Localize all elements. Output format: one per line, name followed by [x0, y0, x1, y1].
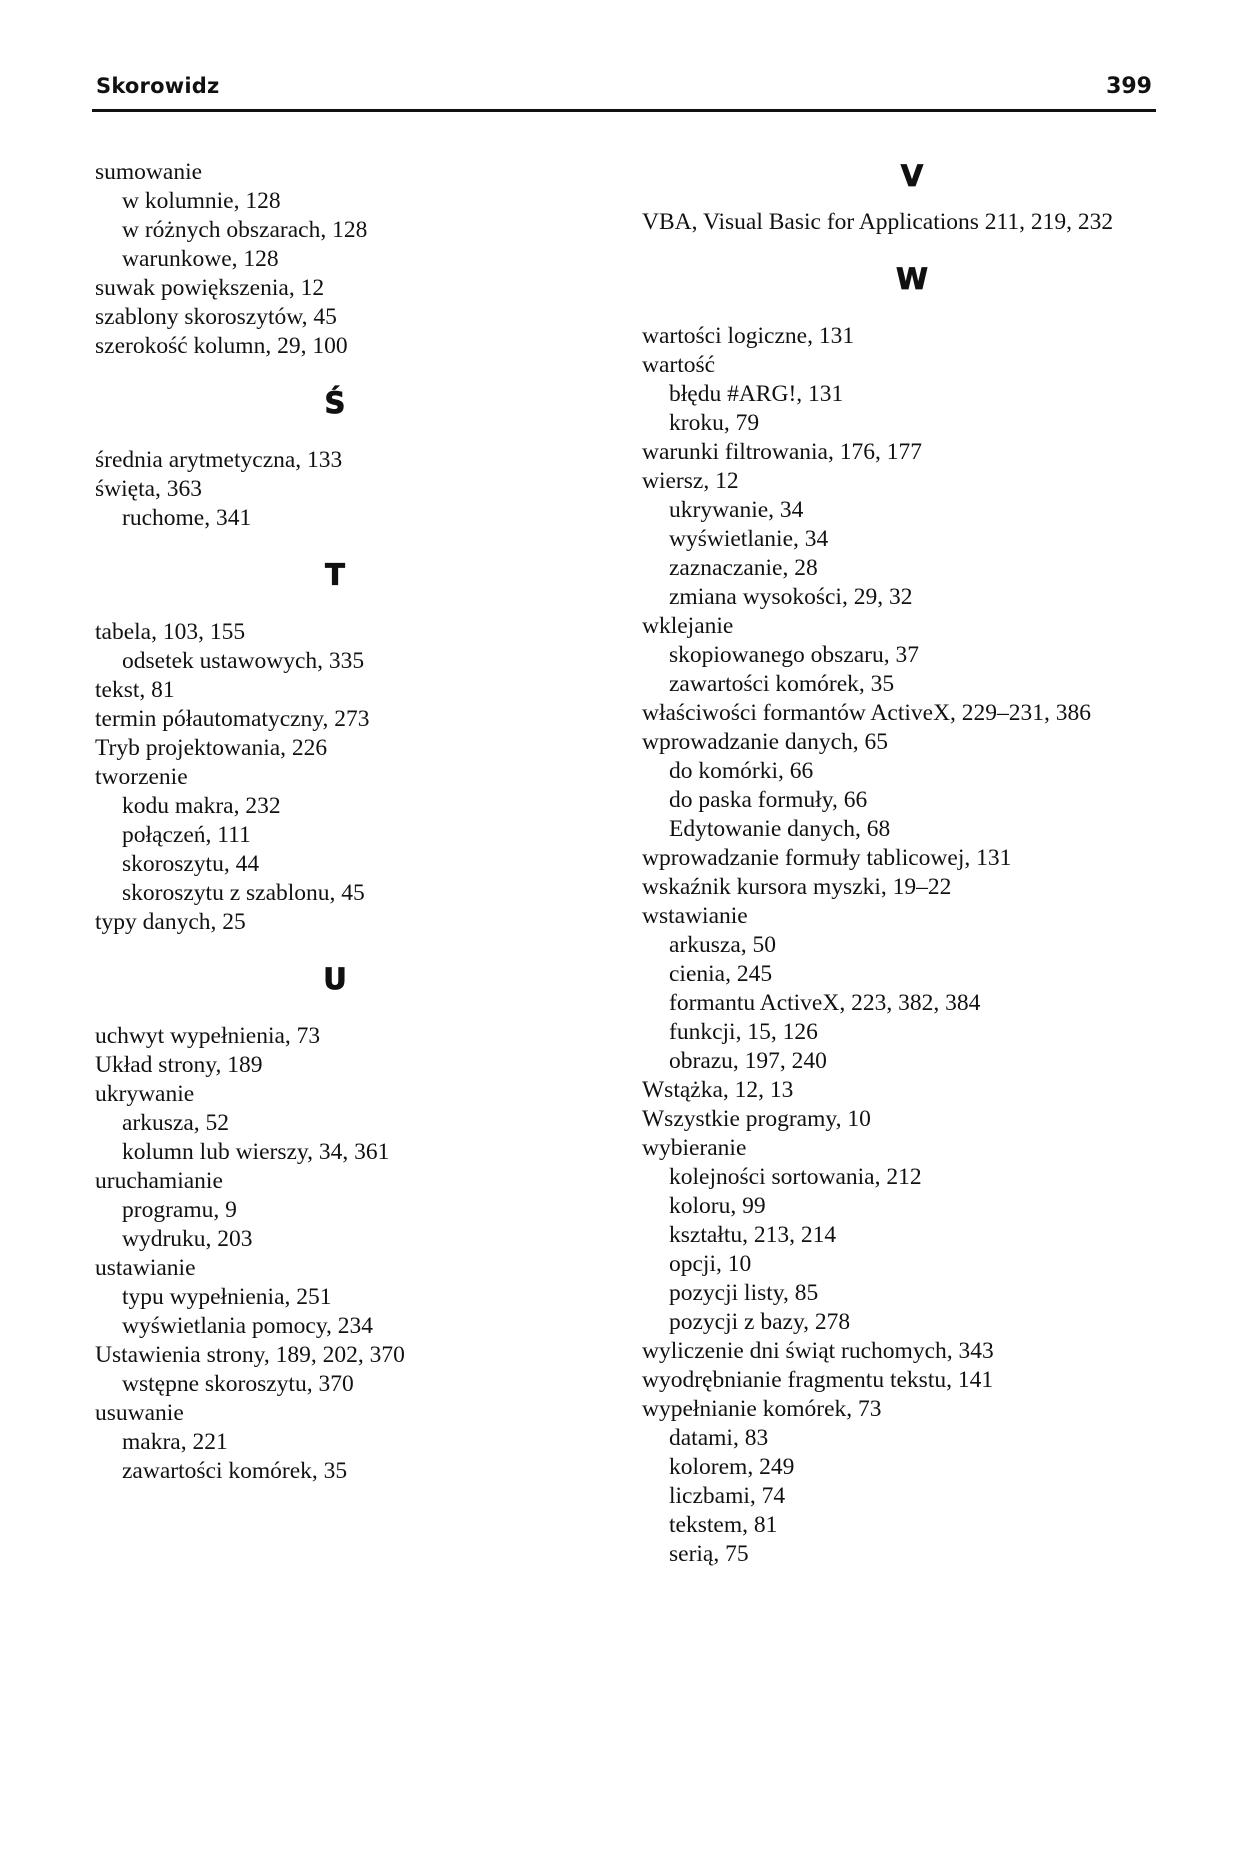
index-subentry: makra, 221 — [122, 1429, 228, 1455]
index-subentry: kroku, 79 — [669, 410, 760, 436]
letter-heading: V — [900, 159, 924, 193]
index-subentry: opcji, 10 — [669, 1251, 752, 1277]
index-subentry: ruchome, 341 — [122, 505, 252, 531]
index-entry: właściwości formantów ActiveX, 229–231, 386 — [642, 700, 1092, 726]
index-subentry: do paska formuły, 66 — [669, 787, 868, 813]
index-entry: ustawianie — [95, 1255, 196, 1281]
letter-heading: W — [896, 262, 928, 296]
index-subentry: wyświetlanie, 34 — [669, 526, 829, 552]
index-entry: tabela, 103, 155 — [95, 619, 246, 645]
index-subentry: ukrywanie, 34 — [669, 497, 804, 523]
index-entry: święta, 363 — [95, 476, 203, 502]
index-subentry: arkusza, 52 — [122, 1110, 230, 1136]
index-entry: tekst, 81 — [95, 677, 175, 703]
section-title: Skorowidz — [96, 74, 220, 98]
index-entry: wklejanie — [642, 613, 734, 639]
page-number: 399 — [1106, 74, 1152, 99]
index-subentry: skoroszytu z szablonu, 45 — [122, 880, 365, 906]
index-subentry: zmiana wysokości, 29, 32 — [669, 584, 913, 610]
index-subentry: odsetek ustawowych, 335 — [122, 648, 365, 674]
letter-heading: T — [325, 558, 345, 592]
index-column-left — [95, 158, 575, 1486]
index-subentry: programu, 9 — [122, 1197, 237, 1223]
index-subentry: liczbami, 74 — [669, 1483, 786, 1509]
index-entry: wprowadzanie formuły tablicowej, 131 — [642, 845, 1012, 871]
index-subentry: wyświetlania pomocy, 234 — [122, 1313, 374, 1339]
index-entry: szerokość kolumn, 29, 100 — [95, 333, 348, 359]
index-subentry: warunkowe, 128 — [122, 246, 279, 272]
index-subentry: cienia, 245 — [669, 961, 773, 987]
index-entry: Wstążka, 12, 13 — [642, 1077, 794, 1103]
index-entry: uchwyt wypełnienia, 73 — [95, 1023, 321, 1049]
index-entry: VBA, Visual Basic for Applications 211, 219, 232 — [642, 209, 1114, 235]
letter-heading: Ś — [324, 386, 346, 420]
index-entry: uruchamianie — [95, 1168, 223, 1194]
index-entry: wypełnianie komórek, 73 — [642, 1396, 882, 1422]
index-entry: wstawianie — [642, 903, 748, 929]
letter-heading: U — [323, 962, 347, 996]
index-entry: wyodrębnianie fragmentu tekstu, 141 — [642, 1367, 994, 1393]
index-subentry: połączeń, 111 — [122, 822, 251, 848]
index-entry: wskaźnik kursora myszki, 19–22 — [642, 874, 952, 900]
index-entry: wybieranie — [642, 1135, 747, 1161]
index-column-right — [642, 158, 1182, 1569]
index-subentry: kodu makra, 232 — [122, 793, 281, 819]
index-subentry: kolejności sortowania, 212 — [669, 1164, 922, 1190]
index-subentry: formantu ActiveX, 223, 382, 384 — [669, 990, 981, 1016]
index-entry: warunki filtrowania, 176, 177 — [642, 439, 922, 465]
index-entry: termin półautomatyczny, 273 — [95, 706, 370, 732]
index-entry: szablony skoroszytów, 45 — [95, 304, 337, 330]
index-subentry: kolumn lub wierszy, 34, 361 — [122, 1139, 390, 1165]
index-subentry: do komórki, 66 — [669, 758, 814, 784]
index-entry: tworzenie — [95, 764, 188, 790]
index-subentry: skoroszytu, 44 — [122, 851, 260, 877]
running-header — [92, 72, 1156, 112]
index-entry: średnia arytmetyczna, 133 — [95, 447, 343, 473]
index-entry: wartości logiczne, 131 — [642, 323, 855, 349]
index-entry: Tryb projektowania, 226 — [95, 735, 328, 761]
index-subentry: skopiowanego obszaru, 37 — [669, 642, 919, 668]
index-entry: wprowadzanie danych, 65 — [642, 729, 889, 755]
index-subentry: tekstem, 81 — [669, 1512, 778, 1538]
index-subentry: typu wypełnienia, 251 — [122, 1284, 332, 1310]
index-subentry: kolorem, 249 — [669, 1454, 795, 1480]
index-entry: Układ strony, 189 — [95, 1052, 263, 1078]
index-subentry: zaznaczanie, 28 — [669, 555, 818, 581]
index-entry: Ustawienia strony, 189, 202, 370 — [95, 1342, 405, 1368]
index-entry: wiersz, 12 — [642, 468, 739, 494]
index-subentry: w kolumnie, 128 — [122, 188, 281, 214]
index-subentry: pozycji z bazy, 278 — [669, 1309, 851, 1335]
index-subentry: arkusza, 50 — [669, 932, 777, 958]
index-entry: sumowanie — [95, 159, 203, 185]
index-entry: wartość — [642, 352, 716, 378]
index-subentry: koloru, 99 — [669, 1193, 766, 1219]
index-subentry: w różnych obszarach, 128 — [122, 217, 368, 243]
index-subentry: serią, 75 — [669, 1541, 749, 1567]
index-entry: ukrywanie — [95, 1081, 195, 1107]
index-entry: wyliczenie dni świąt ruchomych, 343 — [642, 1338, 994, 1364]
index-subentry: zawartości komórek, 35 — [669, 671, 895, 697]
index-subentry: Edytowanie danych, 68 — [669, 816, 891, 842]
index-entry: suwak powiększenia, 12 — [95, 275, 325, 301]
index-subentry: pozycji listy, 85 — [669, 1280, 819, 1306]
index-subentry: kształtu, 213, 214 — [669, 1222, 837, 1248]
index-subentry: obrazu, 197, 240 — [669, 1048, 827, 1074]
index-subentry: wydruku, 203 — [122, 1226, 253, 1252]
index-subentry: błędu #ARG!, 131 — [669, 381, 844, 407]
index-entry: typy danych, 25 — [95, 909, 246, 935]
index-entry: usuwanie — [95, 1400, 184, 1426]
index-subentry: zawartości komórek, 35 — [122, 1458, 348, 1484]
index-subentry: wstępne skoroszytu, 370 — [122, 1371, 354, 1397]
index-entry: Wszystkie programy, 10 — [642, 1106, 871, 1132]
index-subentry: funkcji, 15, 126 — [669, 1019, 818, 1045]
index-subentry: datami, 83 — [669, 1425, 769, 1451]
